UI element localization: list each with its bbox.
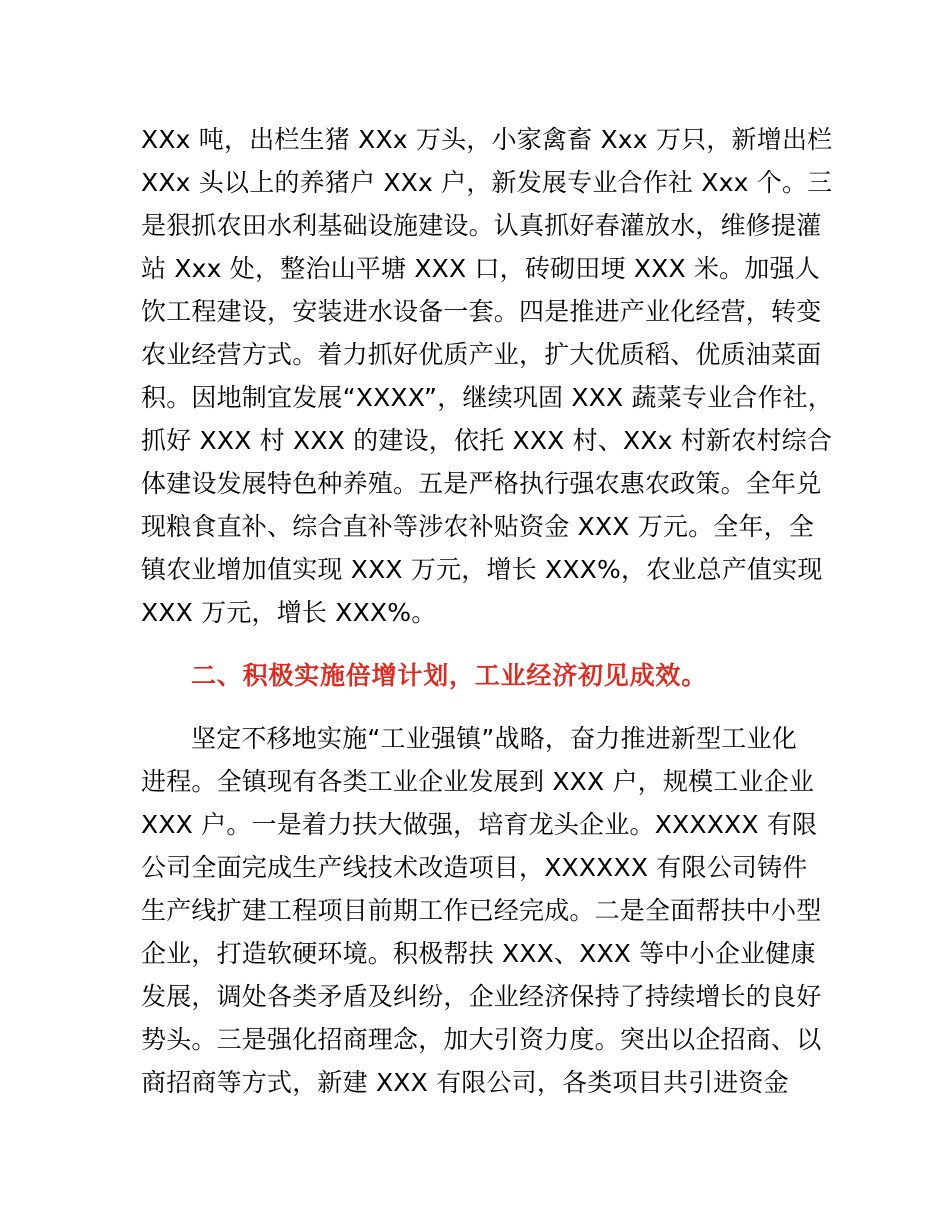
paragraph-1-line-3: 是狠抓农田水利基础设施建设。认真抓好春灌放水，维修提灌	[141, 211, 822, 240]
paragraph-1-line-1: XXx 吨，出栏生猪 XXx 万头，小家禽畜 Xxx 万只，新增出栏	[141, 125, 833, 154]
paragraph-1-line-4: 站 Xxx 处，整治山平塘 XXX 口，砖砌田埂 XXX 米。加强人	[141, 254, 820, 283]
paragraph-2-line-4: 公司全面完成生产线技术改造项目，XXXXXX 有限公司铸件	[141, 853, 808, 882]
paragraph-1-line-6: 农业经营方式。着力抓好优质产业，扩大优质稻、优质油菜面	[141, 340, 822, 369]
paragraph-1-line-11: 镇农业增加值实现 XXX 万元，增长 XXX%，农业总产值实现	[141, 555, 823, 584]
paragraph-2-line-5: 生产线扩建工程项目前期工作已经完成。二是全面帮扶中小型	[141, 896, 822, 925]
paragraph-1-line-7: 积。因地制宜发展“XXXX”，继续巩固 XXX 蔬菜专业合作社，	[141, 383, 834, 412]
section-heading-2: 二、积极实施倍增计划，工业经济初见成效。	[191, 661, 708, 690]
paragraph-1-line-9: 体建设发展特色种养殖。五是严格执行强农惠农政策。全年兑	[141, 469, 822, 498]
paragraph-2-line-1: 坚定不移地实施“工业强镇”战略，奋力推进新型工业化	[191, 724, 797, 753]
paragraph-1-line-8: 抓好 XXX 村 XXX 的建设，依托 XXX 村、XXx 村新农村综合	[141, 426, 833, 455]
paragraph-1-line-5: 饮工程建设，安装进水设备一套。四是推进产业化经营，转变	[141, 297, 822, 326]
paragraph-2-line-3: XXX 户。一是着力扶大做强，培育龙头企业。XXXXXX 有限	[141, 810, 818, 839]
paragraph-1-line-10: 现粮食直补、综合直补等涉农补贴资金 XXX 万元。全年，全	[141, 512, 815, 541]
paragraph-2-line-7: 发展，调处各类矛盾及纠纷，企业经济保持了持续增长的良好	[141, 982, 822, 1011]
paragraph-1-line-12: XXX 万元，增长 XXX%。	[141, 598, 437, 627]
paragraph-2-line-8: 势头。三是强化招商理念，加大引资力度。突出以企招商、以	[141, 1025, 822, 1054]
paragraph-2-line-2: 进程。全镇现有各类工业企业发展到 XXX 户，规模工业企业	[141, 767, 815, 796]
paragraph-2-line-9: 商招商等方式，新建 XXX 有限公司，各类项目共引进资金	[141, 1068, 789, 1097]
paragraph-2-line-6: 企业，打造软硬环境。积极帮扶 XXX、XXX 等中小企业健康	[141, 939, 816, 968]
paragraph-1-line-2: XXx 头以上的养猪户 XXx 户，新发展专业合作社 Xxx 个。三	[141, 168, 833, 197]
